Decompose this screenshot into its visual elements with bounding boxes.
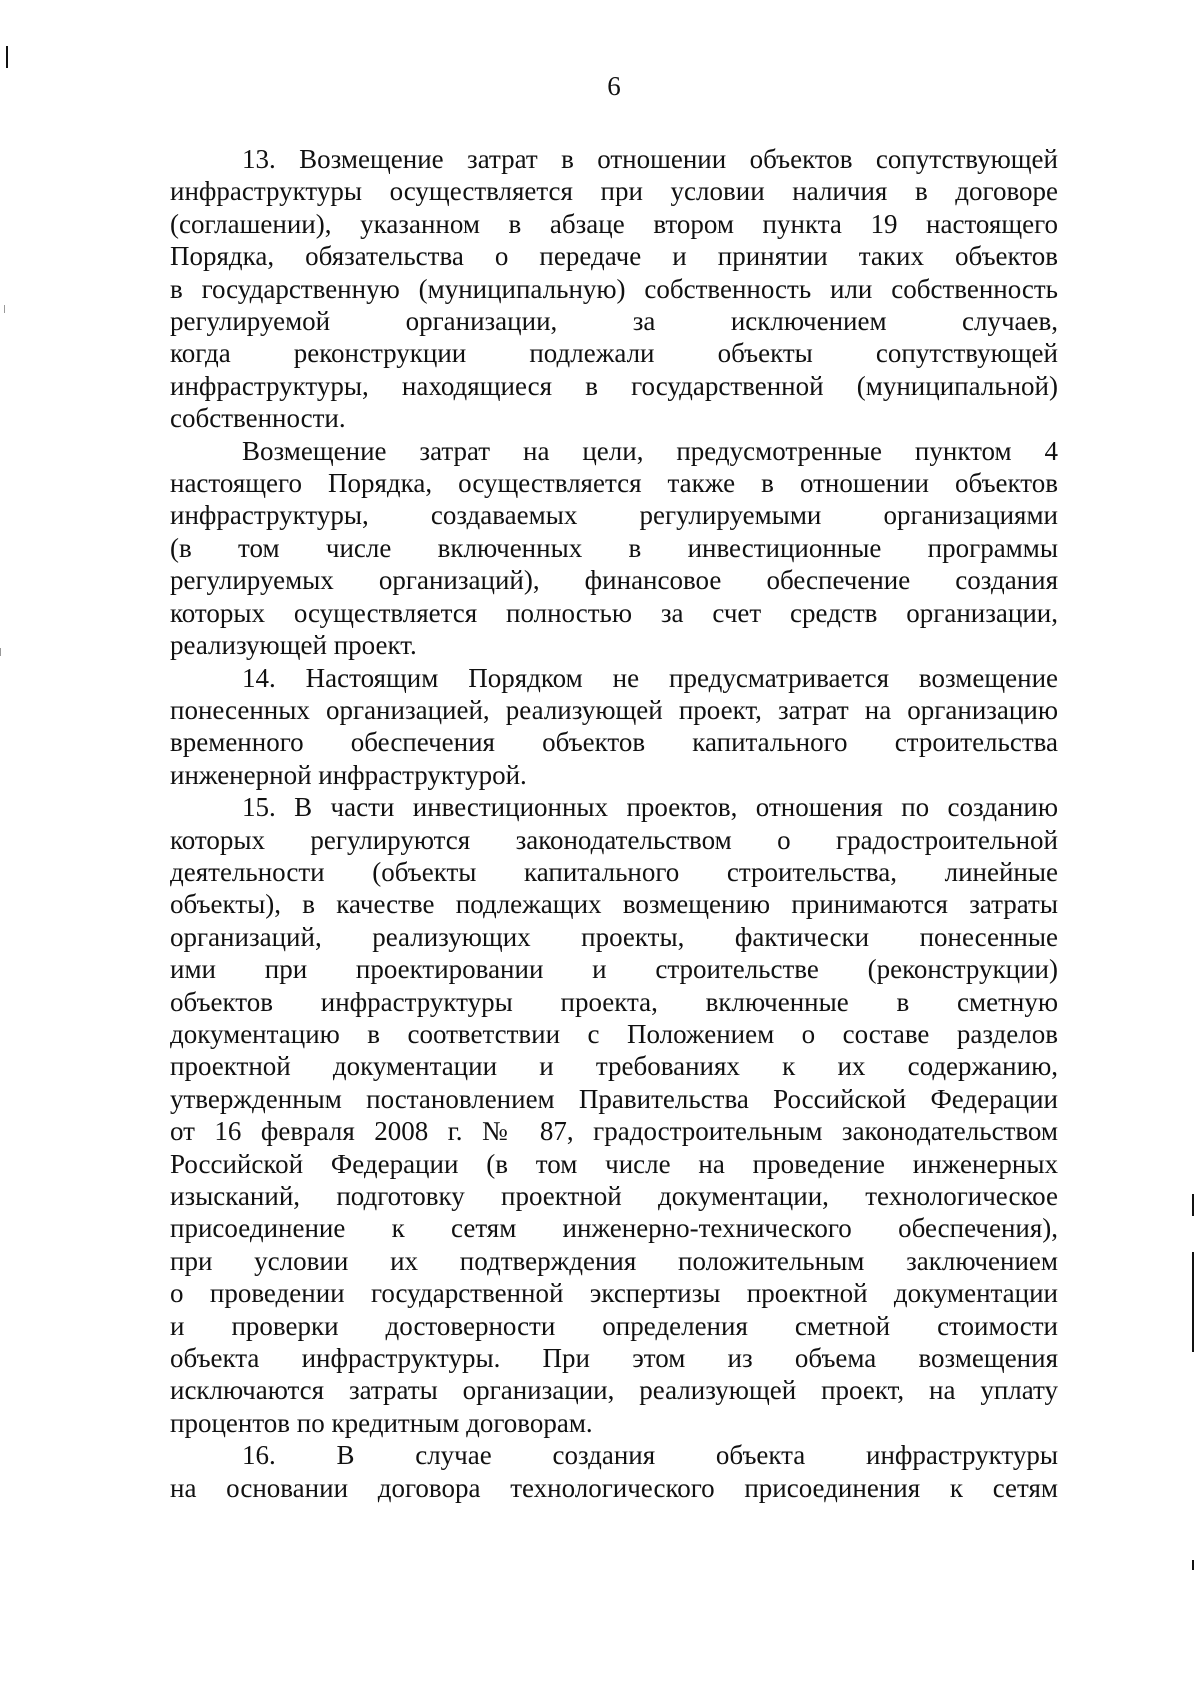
- text-line: ими при проектировании и строительстве (реконструкции): [170, 954, 1058, 985]
- text-line: (в том числе включенных в инвестиционные программы: [170, 532, 1058, 563]
- text-line: Порядка, обязательства о передаче и принятии таких объектов: [170, 241, 1058, 272]
- text-line: проектной документации и требованиях к их содержанию,: [170, 1051, 1058, 1082]
- paragraph-16: [170, 1439, 1058, 1504]
- text-line: понесенных организацией, реализующей проект, затрат на организацию: [170, 694, 1058, 725]
- text-line: 13. Возмещение затрат в отношении объектов сопутствующей: [242, 144, 1058, 174]
- scan-edge-mark: [1192, 1252, 1194, 1352]
- text-line: объектов инфраструктуры проекта, включенные в сметную: [170, 986, 1058, 1017]
- text-line: при условии их подтверждения положительным заключением: [170, 1245, 1058, 1276]
- text-line: 15. В части инвестиционных проектов, отношения по созданию: [242, 792, 1058, 823]
- text-line: организаций, реализующих проекты, фактически понесенные: [170, 921, 1058, 952]
- text-line: собственности.: [170, 403, 346, 434]
- scan-edge-mark: [0, 648, 1, 656]
- text-line: изысканий, подготовку проектной документации, технологическое: [170, 1181, 1058, 1211]
- text-line: (соглашении), указанном в абзаце втором пункта 19 настоящего: [170, 208, 1058, 239]
- text-line: утвержденным постановлением Правительства Российской Федерации: [170, 1083, 1058, 1114]
- text-line: которых регулируются законодательством о градостроительной: [170, 824, 1058, 855]
- paragraph-13-continuation: [170, 435, 1058, 662]
- text-line: регулируемой организации, за исключением случаев,: [170, 306, 1058, 337]
- scan-edge-mark: [6, 46, 8, 68]
- text-line: и проверки достоверности определения сметной стоимости: [170, 1310, 1058, 1341]
- text-line: которых осуществляется полностью за счет средств организации,: [170, 597, 1058, 628]
- scan-edge-mark: [1192, 1560, 1194, 1570]
- text-line: в государственную (муниципальную) собственность или собственность: [170, 273, 1058, 304]
- text-line: настоящего Порядка, осуществляется также в отношении объектов: [170, 468, 1058, 499]
- text-line: реализующей проект.: [170, 630, 417, 661]
- text-line: Российской Федерации (в том числе на проведение инженерных: [170, 1148, 1058, 1179]
- text-line: инфраструктуры, создаваемых регулируемыми организациями: [170, 500, 1058, 531]
- page-number: 6: [607, 71, 621, 101]
- text-line: на основании договора технологического присоединения к сетям: [170, 1472, 1058, 1503]
- text-line: инженерной инфраструктурой.: [170, 759, 527, 790]
- text-line: инфраструктуры осуществляется при условии наличия в договоре: [170, 176, 1058, 207]
- text-line: объекта инфраструктуры. При этом из объема возмещения: [170, 1343, 1058, 1374]
- scan-edge-mark: [4, 305, 5, 313]
- text-line: от 16 февраля 2008 г. № 87, градостроительным законодательством: [170, 1116, 1058, 1147]
- text-line: о проведении государственной экспертизы проектной документации: [170, 1278, 1058, 1309]
- text-line: 16. В случае создания объекта инфраструктуры: [242, 1440, 1058, 1471]
- text-line: документацию в соответствии с Положением о составе разделов: [170, 1018, 1058, 1049]
- text-line: инфраструктуры, находящиеся в государственной (муниципальной): [170, 370, 1058, 401]
- paragraph-13: [170, 143, 1058, 435]
- paragraph-14: [170, 662, 1058, 792]
- text-line: регулируемых организаций), финансовое обеспечение создания: [170, 565, 1058, 596]
- text-line: 14. Настоящим Порядком не предусматривается возмещение: [242, 662, 1058, 693]
- text-line: объекты), в качестве подлежащих возмещению принимаются затраты: [170, 889, 1058, 920]
- paragraph-15: [170, 791, 1058, 1439]
- text-line: исключаются затраты организации, реализующей проект, на уплату: [170, 1375, 1058, 1406]
- text-line: присоединение к сетям инженерно-технического обеспечения),: [170, 1213, 1058, 1244]
- text-line: временного обеспечения объектов капитального строительства: [170, 727, 1058, 758]
- text-line: процентов по кредитным договорам.: [170, 1407, 593, 1438]
- document-body: [170, 143, 1058, 1504]
- scan-edge-mark: [1192, 1194, 1194, 1216]
- text-line: деятельности (объекты капитального строительства, линейные: [170, 856, 1058, 887]
- text-line: когда реконструкции подлежали объекты сопутствующей: [170, 338, 1058, 369]
- text-line: Возмещение затрат на цели, предусмотренные пунктом 4: [242, 435, 1058, 466]
